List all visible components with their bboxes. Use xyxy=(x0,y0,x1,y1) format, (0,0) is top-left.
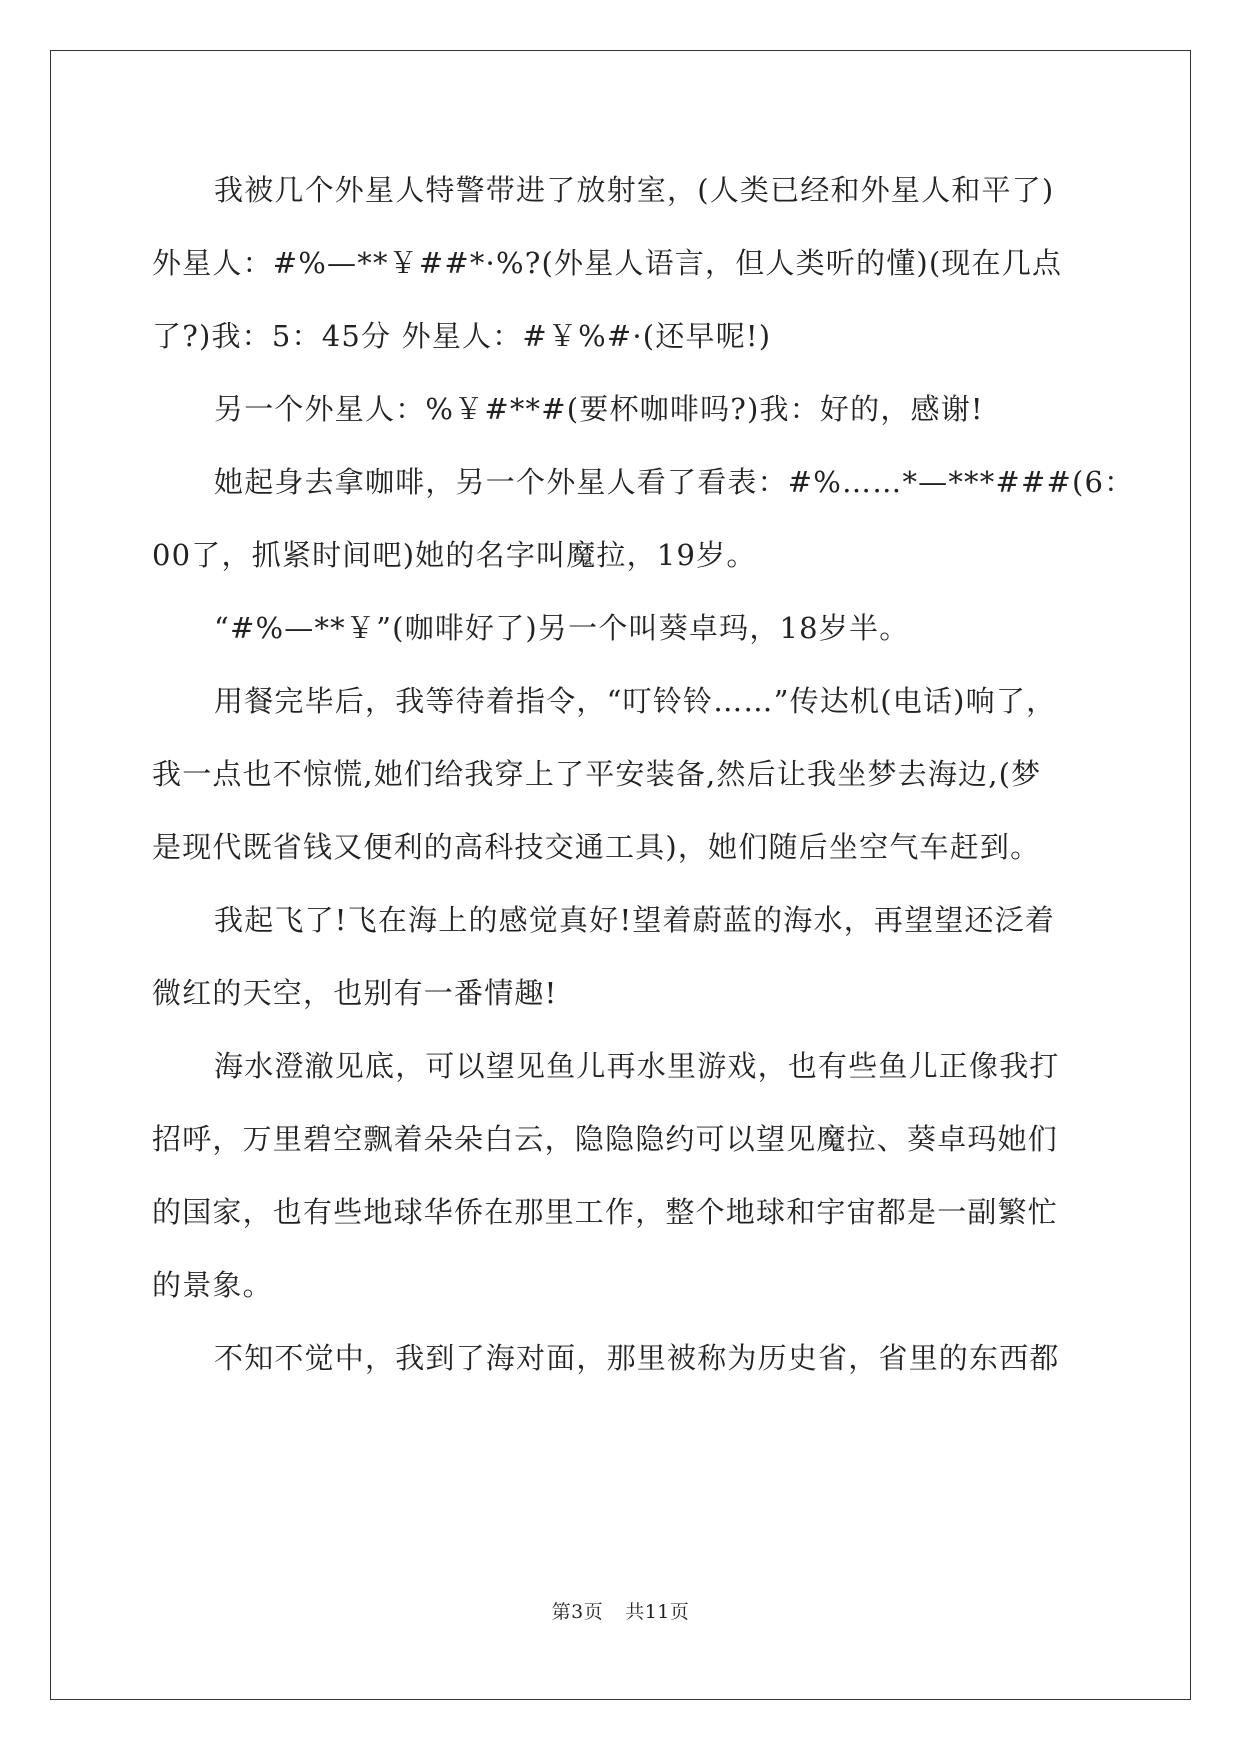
text-line: 用餐完毕后，我等待着指令，“叮铃铃……”传达机(电话)响了， xyxy=(214,684,1057,718)
text-line: 我一点也不惊慌,她们给我穿上了平安装备,然后让我坐梦去海边,(梦 xyxy=(152,757,1042,791)
text-line: 了?)我：5：45分 外星人：#￥%#·(还早呢!) xyxy=(152,319,772,353)
text-line: 我起飞了!飞在海上的感觉真好!望着蔚蓝的海水，再望望还泛着 xyxy=(214,903,1056,937)
text-line: 的景象。 xyxy=(152,1268,273,1302)
text-line: 不知不觉中，我到了海对面，那里被称为历史省，省里的东西都 xyxy=(214,1341,1060,1375)
text-line: 她起身去拿咖啡，另一个外星人看了看表：#%……*—***###(6： xyxy=(214,465,1135,499)
page-total: 共11页 xyxy=(625,1601,690,1623)
text-line: 另一个外星人：%￥#**#(要杯咖啡吗?)我：好的，感谢! xyxy=(214,392,984,426)
text-line: 招呼，万里碧空飘着朵朵白云，隐隐隐约可以望见魔拉、葵卓玛她们 xyxy=(152,1122,1059,1156)
text-line: 海水澄澈见底，可以望见鱼儿再水里游戏，也有些鱼儿正像我打 xyxy=(214,1049,1060,1083)
text-line: 的国家，也有些地球华侨在那里工作，整个地球和宇宙都是一副繁忙 xyxy=(152,1195,1059,1229)
text-line: 外星人：#%—**￥##*·%?(外星人语言，但人类听的懂)(现在几点 xyxy=(152,246,1063,280)
text-line: 是现代既省钱又便利的高科技交通工具)，她们随后坐空气车赶到。 xyxy=(152,830,1041,864)
text-line: 00了，抓紧时间吧)她的名字叫魔拉，19岁。 xyxy=(152,538,757,572)
page-footer xyxy=(0,1600,1241,1624)
text-line: “#%—**￥”(咖啡好了)另一个叫葵卓玛，18岁半。 xyxy=(214,611,910,645)
text-line: 微红的天空，也别有一番情趣! xyxy=(152,976,558,1010)
text-line: 我被几个外星人特警带进了放射室，(人类已经和外星人和平了) xyxy=(214,173,1055,207)
page-border xyxy=(50,50,1191,1700)
page-number: 第3页 xyxy=(551,1601,604,1623)
